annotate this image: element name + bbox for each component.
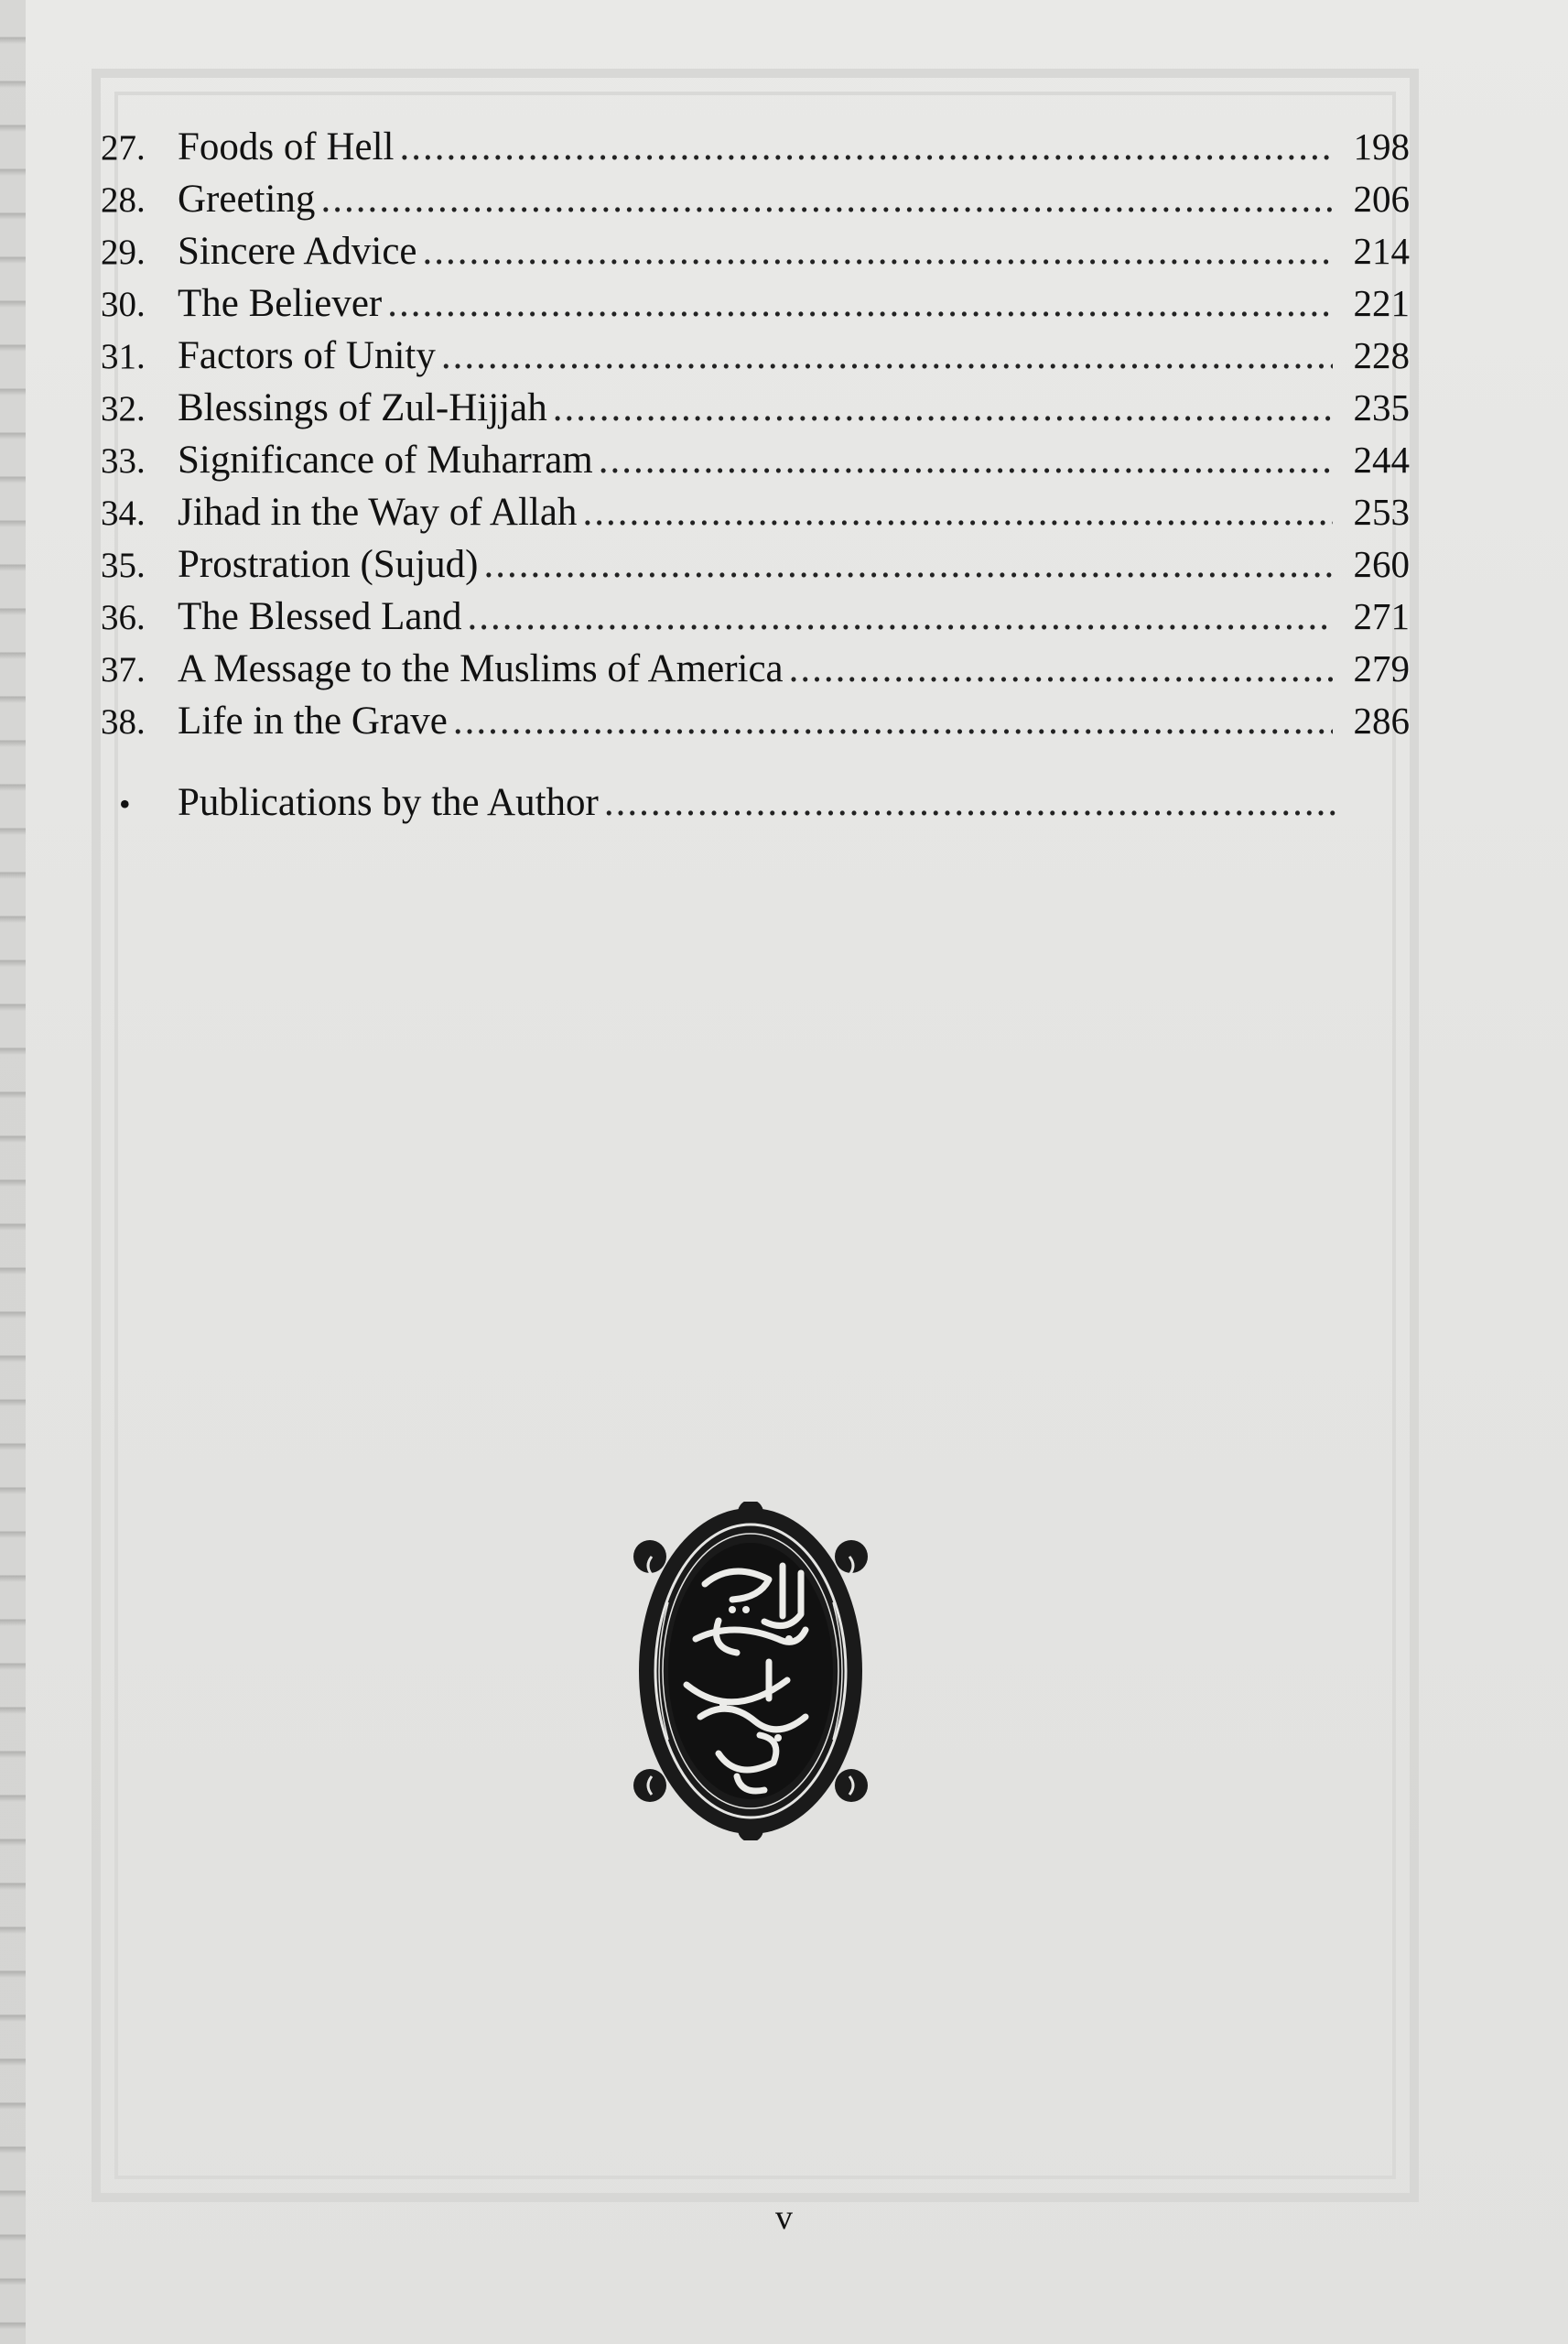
- entry-number: 34.: [101, 494, 146, 533]
- entry-title: Blessings of Zul-Hijjah: [178, 386, 547, 429]
- entry-page: 279: [1353, 647, 1410, 689]
- toc-entry[interactable]: [101, 646, 1410, 699]
- calligraphy-emblem-icon: [632, 1502, 870, 1840]
- entry-title: Prostration (Sujud): [178, 543, 479, 586]
- entry-title: Publications by the Author: [178, 781, 599, 824]
- dot-leader: [604, 780, 1336, 825]
- dot-leader: [599, 438, 1333, 483]
- entry-title: Foods of Hell: [178, 125, 395, 168]
- entry-number: 30.: [101, 285, 146, 324]
- dot-leader: [400, 125, 1334, 169]
- entry-number: 35.: [101, 546, 146, 585]
- entry-page: 271: [1353, 595, 1410, 637]
- binding-edge: [0, 0, 26, 2344]
- dot-leader: [387, 281, 1333, 326]
- entry-title: The Believer: [178, 282, 383, 325]
- entry-page: 228: [1353, 334, 1410, 376]
- toc-entry[interactable]: [101, 125, 1410, 177]
- dot-leader: [483, 542, 1333, 587]
- entry-page: 260: [1353, 543, 1410, 585]
- toc-entry[interactable]: [101, 177, 1410, 229]
- dot-leader: [441, 333, 1333, 378]
- entry-number: 31.: [101, 337, 146, 376]
- toc-entry[interactable]: [101, 438, 1410, 490]
- entry-title: Greeting: [178, 178, 316, 221]
- entry-title: A Message to the Muslims of America: [178, 647, 784, 690]
- toc-entry[interactable]: [101, 699, 1410, 751]
- entry-number: 38.: [101, 702, 146, 742]
- entry-title: Sincere Advice: [178, 230, 417, 273]
- entry-title: Jihad in the Way of Allah: [178, 491, 578, 534]
- entry-number: 36.: [101, 598, 146, 637]
- toc-entry[interactable]: [101, 281, 1410, 333]
- entry-number: 37.: [101, 650, 146, 689]
- entry-page: 221: [1353, 282, 1410, 324]
- bullet-icon: •: [119, 786, 131, 822]
- entry-number: 33.: [101, 441, 146, 481]
- entry-page: 244: [1353, 439, 1410, 481]
- dot-leader: [553, 385, 1333, 430]
- dot-leader: [467, 594, 1333, 639]
- toc-entry[interactable]: [101, 229, 1410, 281]
- toc-entry-publications[interactable]: [101, 780, 1336, 825]
- toc-entry[interactable]: [101, 490, 1410, 542]
- entry-number: 28.: [101, 180, 146, 220]
- entry-page: 253: [1353, 491, 1410, 533]
- entry-title: The Blessed Land: [178, 595, 462, 638]
- entry-page: 235: [1353, 386, 1410, 429]
- entry-title: Factors of Unity: [178, 334, 436, 377]
- page-number: v: [775, 2198, 793, 2237]
- toc-entry[interactable]: [101, 333, 1410, 385]
- entry-number: 29.: [101, 233, 146, 272]
- entry-page: 214: [1353, 230, 1410, 272]
- table-of-contents: [101, 125, 1410, 751]
- entry-page: 286: [1353, 700, 1410, 742]
- entry-number: 32.: [101, 389, 146, 429]
- dot-leader: [582, 490, 1333, 535]
- entry-title: Life in the Grave: [178, 700, 448, 743]
- toc-entry[interactable]: [101, 385, 1410, 438]
- toc-entry[interactable]: [101, 542, 1410, 594]
- dot-leader: [453, 699, 1333, 743]
- toc-entry[interactable]: [101, 594, 1410, 646]
- entry-number: 27.: [101, 128, 146, 168]
- entry-title: Significance of Muharram: [178, 439, 593, 482]
- dot-leader: [789, 646, 1333, 691]
- entry-page: 198: [1353, 125, 1410, 168]
- dot-leader: [423, 229, 1334, 274]
- entry-page: 206: [1353, 178, 1410, 220]
- dot-leader: [320, 177, 1333, 222]
